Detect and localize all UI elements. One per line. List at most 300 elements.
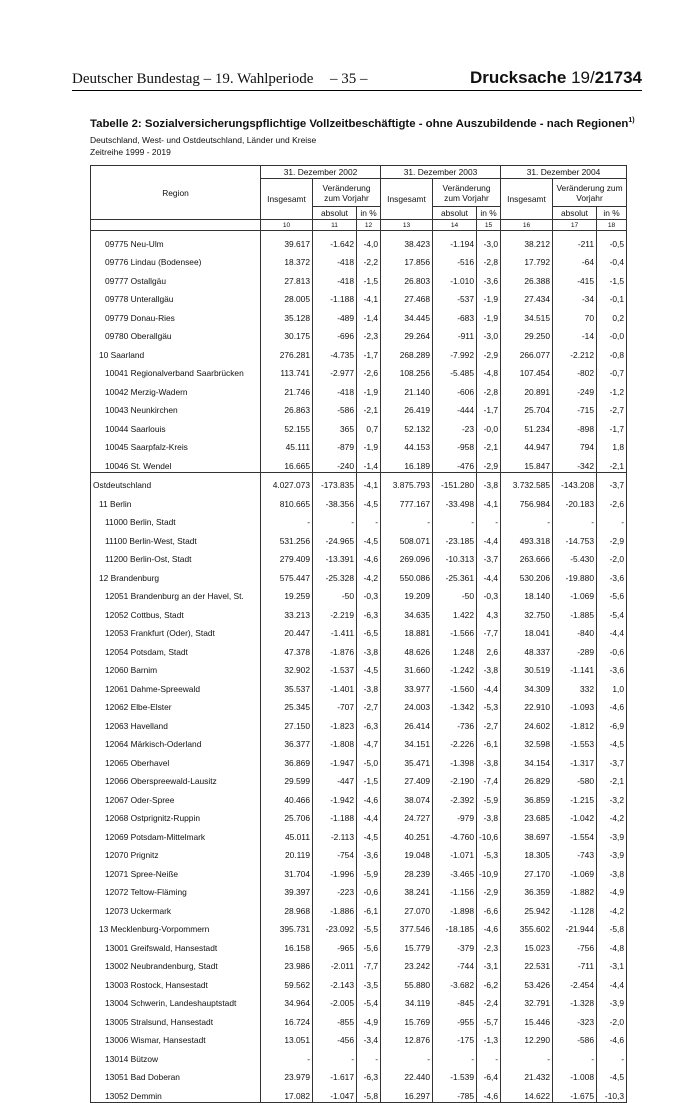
value-cell: -1.617 <box>313 1065 357 1084</box>
table-row <box>91 1065 627 1084</box>
table-row <box>91 435 627 454</box>
value-cell: -3,4 <box>357 1028 381 1047</box>
value-cell: 530.206 <box>501 565 553 584</box>
value-cell: 38.241 <box>381 880 433 899</box>
value-cell: -1.539 <box>433 1065 477 1084</box>
value-cell: 70 <box>553 305 597 324</box>
value-cell: -802 <box>553 361 597 380</box>
value-cell: -2,7 <box>357 695 381 714</box>
table-row <box>91 991 627 1010</box>
value-cell: 39.617 <box>261 231 313 250</box>
value-cell: -683 <box>433 305 477 324</box>
value-cell: 35.128 <box>261 305 313 324</box>
value-cell: 36.359 <box>501 880 553 899</box>
value-cell: 48.626 <box>381 639 433 658</box>
value-cell: -580 <box>553 769 597 788</box>
value-cell: 575.447 <box>261 565 313 584</box>
value-cell: -1.411 <box>313 621 357 640</box>
value-cell: -0,7 <box>597 361 627 380</box>
table-row <box>91 361 627 380</box>
value-cell: 39.397 <box>261 880 313 899</box>
value-cell: 47.378 <box>261 639 313 658</box>
value-cell: -4,4 <box>357 806 381 825</box>
percent-header: in % <box>597 207 627 220</box>
value-cell: -1.188 <box>313 287 357 306</box>
table-row <box>91 917 627 936</box>
value-cell: 23.242 <box>381 954 433 973</box>
value-cell: -0,6 <box>597 639 627 658</box>
value-cell: -1.876 <box>313 639 357 658</box>
value-cell: -4,6 <box>597 695 627 714</box>
region-name: 12 Brandenburg <box>91 565 261 584</box>
region-name: 10046 St. Wendel <box>91 453 261 472</box>
value-cell: - <box>381 510 433 529</box>
region-name: 12064 Märkisch-Oderland <box>91 732 261 751</box>
value-cell: - <box>357 510 381 529</box>
value-cell: -2.392 <box>433 787 477 806</box>
value-cell: 26.829 <box>501 769 553 788</box>
value-cell: 24.602 <box>501 713 553 732</box>
value-cell: -4,5 <box>357 491 381 510</box>
value-cell: -586 <box>553 1028 597 1047</box>
value-cell: 33.213 <box>261 602 313 621</box>
value-cell: -2,1 <box>597 453 627 472</box>
value-cell: -979 <box>433 806 477 825</box>
value-cell: -3,0 <box>477 231 501 250</box>
region-name: 13 Mecklenburg-Vorpommern <box>91 917 261 936</box>
value-cell: 27.409 <box>381 769 433 788</box>
table-row <box>91 1009 627 1028</box>
value-cell: -342 <box>553 453 597 472</box>
value-cell: 23.979 <box>261 1065 313 1084</box>
value-cell: 22.910 <box>501 695 553 714</box>
value-cell: 25.345 <box>261 695 313 714</box>
region-name: 11000 Berlin, Stadt <box>91 510 261 529</box>
value-cell: -1.537 <box>313 658 357 677</box>
value-cell: -5,3 <box>477 843 501 862</box>
value-cell: -211 <box>553 231 597 250</box>
value-cell: -1.808 <box>313 732 357 751</box>
region-name: Ostdeutschland <box>91 472 261 491</box>
value-cell: -23.185 <box>433 528 477 547</box>
value-cell: - <box>597 1046 627 1065</box>
value-cell: 17.082 <box>261 1083 313 1102</box>
value-cell: -756 <box>553 935 597 954</box>
value-cell: -143.208 <box>553 472 597 491</box>
value-cell: 810.665 <box>261 491 313 510</box>
value-cell: -2,2 <box>357 250 381 269</box>
value-cell: -1.008 <box>553 1065 597 1084</box>
value-cell: 268.289 <box>381 342 433 361</box>
value-cell: -6,9 <box>597 713 627 732</box>
value-cell: 1.248 <box>433 639 477 658</box>
value-cell: -2.113 <box>313 824 357 843</box>
value-cell: -1.566 <box>433 621 477 640</box>
column-number: 12 <box>357 220 381 231</box>
table-row <box>91 528 627 547</box>
value-cell: 16.297 <box>381 1083 433 1102</box>
value-cell: -4,9 <box>357 1009 381 1028</box>
value-cell: -2,8 <box>477 379 501 398</box>
value-cell: -418 <box>313 379 357 398</box>
value-cell: -4,5 <box>597 1065 627 1084</box>
value-cell: 332 <box>553 676 597 695</box>
value-cell: -418 <box>313 250 357 269</box>
value-cell: - <box>433 1046 477 1065</box>
value-cell: 26.414 <box>381 713 433 732</box>
value-cell: -1,4 <box>357 305 381 324</box>
value-cell: 493.318 <box>501 528 553 547</box>
region-name: 10044 Saarlouis <box>91 416 261 435</box>
table-row <box>91 379 627 398</box>
value-cell: -4,1 <box>357 472 381 491</box>
value-cell: -173.835 <box>313 472 357 491</box>
value-cell: -4,6 <box>597 1028 627 1047</box>
value-cell: 18.305 <box>501 843 553 862</box>
value-cell: 20.119 <box>261 843 313 862</box>
value-cell: -1.560 <box>433 676 477 695</box>
value-cell: -3,8 <box>357 639 381 658</box>
table-row <box>91 268 627 287</box>
value-cell: -840 <box>553 621 597 640</box>
value-cell: -1.071 <box>433 843 477 862</box>
value-cell: 34.635 <box>381 602 433 621</box>
value-cell: -2,6 <box>597 491 627 510</box>
table-row <box>91 398 627 417</box>
value-cell: -2.977 <box>313 361 357 380</box>
value-cell: -1,5 <box>357 268 381 287</box>
region-header: Region <box>91 166 261 220</box>
value-cell: -323 <box>553 1009 597 1028</box>
value-cell: 34.151 <box>381 732 433 751</box>
value-cell: -240 <box>313 453 357 472</box>
table-row <box>91 639 627 658</box>
value-cell: -3,9 <box>597 991 627 1010</box>
value-cell: -0,3 <box>477 584 501 603</box>
value-cell: -2.219 <box>313 602 357 621</box>
value-cell: -14.753 <box>553 528 597 547</box>
total-header: Insgesamt <box>381 179 433 220</box>
value-cell: -4,4 <box>597 621 627 640</box>
value-cell: -50 <box>313 584 357 603</box>
value-cell: -1,5 <box>597 268 627 287</box>
value-cell: -2,1 <box>597 769 627 788</box>
value-cell: -3,6 <box>597 565 627 584</box>
value-cell: 27.434 <box>501 287 553 306</box>
value-cell: -1.823 <box>313 713 357 732</box>
table-row <box>91 621 627 640</box>
region-name: 10042 Merzig-Wadern <box>91 379 261 398</box>
column-number-row <box>91 220 627 231</box>
value-cell: -785 <box>433 1083 477 1102</box>
value-cell: -2,8 <box>477 250 501 269</box>
value-cell: -696 <box>313 324 357 343</box>
value-cell: -4,6 <box>477 1083 501 1102</box>
value-cell: -2.454 <box>553 972 597 991</box>
value-cell: 32.598 <box>501 732 553 751</box>
value-cell: 34.309 <box>501 676 553 695</box>
table-row <box>91 732 627 751</box>
value-cell: 21.432 <box>501 1065 553 1084</box>
table-title-footnote: 1) <box>628 117 635 124</box>
value-cell: -4,2 <box>597 898 627 917</box>
value-cell: 269.096 <box>381 547 433 566</box>
value-cell: - <box>313 1046 357 1065</box>
value-cell: -10.313 <box>433 547 477 566</box>
value-cell: - <box>261 510 313 529</box>
value-cell: 31.660 <box>381 658 433 677</box>
value-cell: -4,6 <box>357 547 381 566</box>
value-cell: -4,6 <box>357 787 381 806</box>
value-cell: -0,3 <box>357 584 381 603</box>
value-cell: 38.697 <box>501 824 553 843</box>
value-cell: -2.011 <box>313 954 357 973</box>
value-cell: -516 <box>433 250 477 269</box>
region-name: 12061 Dahme-Spreewald <box>91 676 261 695</box>
value-cell: 18.372 <box>261 250 313 269</box>
value-cell: -6,1 <box>357 898 381 917</box>
column-number: 15 <box>477 220 501 231</box>
value-cell: -1.215 <box>553 787 597 806</box>
value-cell: -4,8 <box>477 361 501 380</box>
region-name: 12066 Oberspreewald-Lausitz <box>91 769 261 788</box>
value-cell: 1,8 <box>597 435 627 454</box>
change-header: Veränderung zum Vorjahr <box>553 179 627 207</box>
value-cell: -958 <box>433 435 477 454</box>
value-cell: -10,6 <box>477 824 501 843</box>
region-name: 10043 Neunkirchen <box>91 398 261 417</box>
value-cell: -4,0 <box>357 231 381 250</box>
value-cell: 15.769 <box>381 1009 433 1028</box>
value-cell: -3,7 <box>597 472 627 491</box>
region-name: 11 Berlin <box>91 491 261 510</box>
table-row <box>91 305 627 324</box>
value-cell: -2,1 <box>477 435 501 454</box>
table-row <box>91 453 627 472</box>
value-cell: -606 <box>433 379 477 398</box>
region-name: 09778 Unterallgäu <box>91 287 261 306</box>
value-cell: -0,4 <box>597 250 627 269</box>
value-cell: -23 <box>433 416 477 435</box>
value-cell: -23.092 <box>313 917 357 936</box>
value-cell: 34.154 <box>501 750 553 769</box>
value-cell: 31.704 <box>261 861 313 880</box>
value-cell: -1.128 <box>553 898 597 917</box>
value-cell: -6,3 <box>357 1065 381 1084</box>
value-cell: 355.602 <box>501 917 553 936</box>
value-cell: 12.290 <box>501 1028 553 1047</box>
value-cell: -1.642 <box>313 231 357 250</box>
value-cell: -7,7 <box>357 954 381 973</box>
value-cell: 18.881 <box>381 621 433 640</box>
year-header-2004: 31. Dezember 2004 <box>501 166 627 179</box>
value-cell: -2,1 <box>357 398 381 417</box>
value-cell: -845 <box>433 991 477 1010</box>
value-cell: 52.132 <box>381 416 433 435</box>
table-title <box>90 117 635 130</box>
value-cell: 13.051 <box>261 1028 313 1047</box>
value-cell: -476 <box>433 453 477 472</box>
header-publication: Deutscher Bundestag – 19. Wahlperiode <box>72 71 314 87</box>
value-cell: -10,3 <box>597 1083 627 1102</box>
value-cell: -6,5 <box>357 621 381 640</box>
value-cell: -3.465 <box>433 861 477 880</box>
table-row <box>91 510 627 529</box>
value-cell: 40.466 <box>261 787 313 806</box>
value-cell: -1.882 <box>553 880 597 899</box>
table-row <box>91 565 627 584</box>
value-cell: -3.682 <box>433 972 477 991</box>
table-row <box>91 658 627 677</box>
region-name: 12070 Prignitz <box>91 843 261 862</box>
value-cell: 756.984 <box>501 491 553 510</box>
value-cell: -4,4 <box>477 676 501 695</box>
value-cell: -3,8 <box>477 806 501 825</box>
table-body <box>91 231 627 1103</box>
value-cell: -965 <box>313 935 357 954</box>
value-cell: -5,4 <box>357 991 381 1010</box>
value-cell: -5,8 <box>597 917 627 936</box>
column-number: 14 <box>433 220 477 231</box>
value-cell: 28.968 <box>261 898 313 917</box>
total-header: Insgesamt <box>501 179 553 220</box>
value-cell: -4,1 <box>477 491 501 510</box>
year-header-2003: 31. Dezember 2003 <box>381 166 501 179</box>
value-cell: -5,7 <box>477 1009 501 1028</box>
value-cell: 108.256 <box>381 361 433 380</box>
value-cell: 276.281 <box>261 342 313 361</box>
value-cell: -4,5 <box>597 732 627 751</box>
value-cell: - <box>261 1046 313 1065</box>
value-cell: -2,0 <box>597 547 627 566</box>
table-row <box>91 602 627 621</box>
value-cell: 107.454 <box>501 361 553 380</box>
region-name: 12071 Spree-Neiße <box>91 861 261 880</box>
value-cell: -855 <box>313 1009 357 1028</box>
value-cell: -1,9 <box>477 305 501 324</box>
value-cell: -151.280 <box>433 472 477 491</box>
value-cell: 16.665 <box>261 453 313 472</box>
value-cell: 27.170 <box>501 861 553 880</box>
value-cell: -2.005 <box>313 991 357 1010</box>
table-row <box>91 880 627 899</box>
value-cell: -24.965 <box>313 528 357 547</box>
value-cell: 263.666 <box>501 547 553 566</box>
value-cell: -1.675 <box>553 1083 597 1102</box>
value-cell: -6,2 <box>477 972 501 991</box>
absolute-header: absolut <box>433 207 477 220</box>
value-cell: -3,7 <box>597 750 627 769</box>
region-name: 12062 Elbe-Elster <box>91 695 261 714</box>
value-cell: 25.706 <box>261 806 313 825</box>
region-name: 12063 Havelland <box>91 713 261 732</box>
value-cell: - <box>477 510 501 529</box>
page-header <box>72 68 642 88</box>
value-cell: -3,8 <box>477 658 501 677</box>
total-header: Insgesamt <box>261 179 313 220</box>
value-cell: 22.531 <box>501 954 553 973</box>
value-cell: 22.440 <box>381 1065 433 1084</box>
value-cell: -2,0 <box>597 1009 627 1028</box>
value-cell: -1,7 <box>477 398 501 417</box>
value-cell: -2,3 <box>477 935 501 954</box>
value-cell: 33.977 <box>381 676 433 695</box>
value-cell: -6,3 <box>357 602 381 621</box>
table-row <box>91 972 627 991</box>
region-name: 13001 Greifswald, Hansestadt <box>91 935 261 954</box>
value-cell: 26.803 <box>381 268 433 287</box>
value-cell: 26.863 <box>261 398 313 417</box>
value-cell: 550.086 <box>381 565 433 584</box>
region-name: 09775 Neu-Ulm <box>91 231 261 250</box>
value-cell: -3,2 <box>597 787 627 806</box>
value-cell: -1,9 <box>357 435 381 454</box>
value-cell: -1.093 <box>553 695 597 714</box>
value-cell: -1.069 <box>553 861 597 880</box>
value-cell: -1.886 <box>313 898 357 917</box>
value-cell: 34.119 <box>381 991 433 1010</box>
value-cell: 23.685 <box>501 806 553 825</box>
value-cell: 531.256 <box>261 528 313 547</box>
header-document-period: 19/ <box>571 68 595 87</box>
value-cell: -4.760 <box>433 824 477 843</box>
value-cell: 29.264 <box>381 324 433 343</box>
value-cell: -911 <box>433 324 477 343</box>
value-cell: 15.847 <box>501 453 553 472</box>
value-cell: 44.947 <box>501 435 553 454</box>
value-cell: 28.005 <box>261 287 313 306</box>
value-cell: -711 <box>553 954 597 973</box>
value-cell: -5,5 <box>357 917 381 936</box>
value-cell: -2.190 <box>433 769 477 788</box>
region-name: 12072 Teltow-Fläming <box>91 880 261 899</box>
value-cell: 27.150 <box>261 713 313 732</box>
table-row <box>91 584 627 603</box>
value-cell: 45.111 <box>261 435 313 454</box>
value-cell: 16.158 <box>261 935 313 954</box>
value-cell: -5,4 <box>597 602 627 621</box>
value-cell: -4,9 <box>597 880 627 899</box>
percent-header: in % <box>357 207 381 220</box>
value-cell: -3,9 <box>597 824 627 843</box>
value-cell: 24.727 <box>381 806 433 825</box>
value-cell: -1,3 <box>477 1028 501 1047</box>
value-cell: 365 <box>313 416 357 435</box>
table-row <box>91 250 627 269</box>
value-cell: -6,6 <box>477 898 501 917</box>
value-cell: -0,0 <box>597 324 627 343</box>
value-cell: -3,7 <box>477 547 501 566</box>
value-cell: -3,1 <box>597 954 627 973</box>
table-row <box>91 547 627 566</box>
value-cell: 34.445 <box>381 305 433 324</box>
table-row <box>91 1046 627 1065</box>
value-cell: -1,7 <box>597 416 627 435</box>
region-name: 10041 Regionalverband Saarbrücken <box>91 361 261 380</box>
value-cell: -18.185 <box>433 917 477 936</box>
value-cell: -4,7 <box>357 732 381 751</box>
value-cell: -456 <box>313 1028 357 1047</box>
region-name: 12051 Brandenburg an der Havel, St. <box>91 584 261 603</box>
value-cell: -4,4 <box>597 972 627 991</box>
column-number: 18 <box>597 220 627 231</box>
value-cell: -2,9 <box>477 880 501 899</box>
value-cell: -25.361 <box>433 565 477 584</box>
absolute-header: absolut <box>553 207 597 220</box>
table-row <box>91 935 627 954</box>
value-cell: -4,5 <box>357 528 381 547</box>
value-cell: -5,9 <box>357 861 381 880</box>
